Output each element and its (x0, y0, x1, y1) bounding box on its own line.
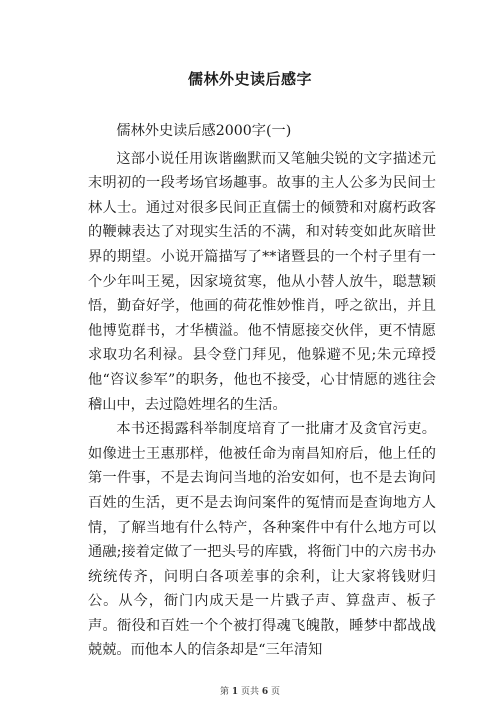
total-page-number: 6 (261, 687, 269, 697)
document-title: 儒林外史读后感字 (187, 70, 312, 88)
page-footer (0, 684, 500, 697)
footer-prefix: 第 (219, 687, 229, 697)
section-subtitle: 儒林外史读后感2000字(一) (116, 123, 292, 139)
current-page-number: 1 (231, 687, 239, 697)
footer-middle: 页共 (240, 687, 259, 697)
paragraph-1: 这部小说任用诙谐幽默而又笔触尖锐的文字描述元末明初的一段考场官场趣事。故事的主人公多为民间士林人士。通过对很多民间正直儒士的倾赞和对腐朽政客的鞭棘表达了对现实生活的不满，和对转变如此灰暗世界的期望。小说开篇描写了**诸暨县的一个村子里有一个少年叫王冕，因家境贫寒，他从小替人放牛，聪慧颖悟，勤奋好学，他画的荷花惟妙惟肖，呼之欲出，并且他博览群书，才华横溢。他不情愿接交伙伴，更不情愿求取功名利禄。县令登门拜见，他躲避不见;朱元璋授他“咨议参军”的职务，他也不接受，心甘情愿的逃往会稽山中，去过隐姓埋名的生活。 (88, 150, 436, 413)
footer-suffix: 页 (271, 687, 281, 697)
paragraph-2: 本书还揭露科举制度培育了一批庸才及贪官污吏。如像进士王惠那样，他被任命为南昌知府后，他上任的第一件事，不是去询问当地的治安如何，也不是去询问百姓的生活，更不是去询问案件的冤情而是查询地方人情，了解当地有什么特产，各种案件中有什么地方可以通融;接着定做了一把头号的库戥，将衙门中的六房书办统统传齐，问明白各项差事的余利，让大家将钱财归公。从今，衙门内成天是一片戥子声、算盘声、板子声。衙役和百姓一个个被打得魂飞魄散，睡梦中都战战兢兢。而他本人的信条却是“三年清知 (88, 421, 436, 659)
document-body (88, 119, 436, 663)
